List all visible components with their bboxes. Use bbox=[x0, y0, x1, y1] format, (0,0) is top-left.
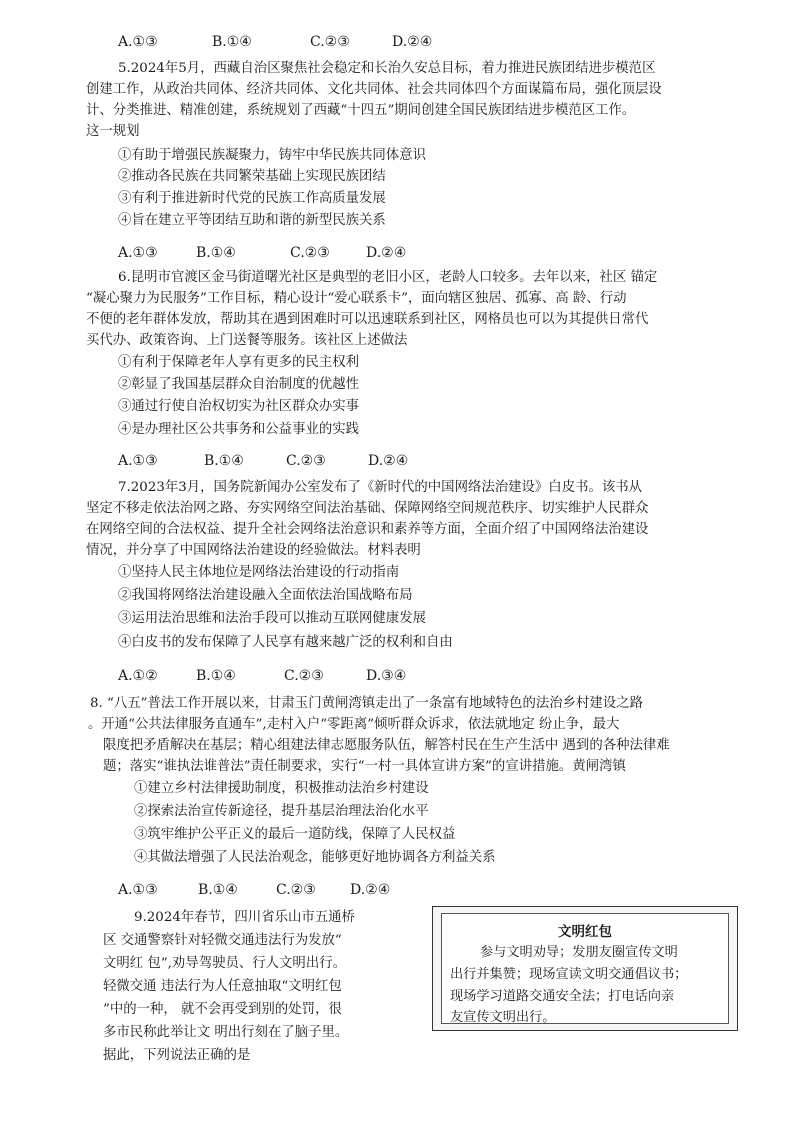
q8-stem-line: 。开通“公共法律服务直通车”,走村入户“零距离”倾听群众诉求，依法就地定 纷止争，最大 bbox=[88, 717, 620, 732]
q8-item: ④其做法增强了人民法治观念，能够更好地协调各方利益关系 bbox=[134, 850, 496, 865]
q9-stem-line: 区 交通警察针对轻微交通违法行为发放“ bbox=[103, 933, 342, 948]
q9-stem-line: 据此，下列说法正确的是 bbox=[103, 1048, 251, 1063]
q7-item: ②我国将网络法治建设融入全面依法治国战略布局 bbox=[118, 588, 413, 603]
q7-item: ③运用法治思维和法治手段可以推动互联网健康发展 bbox=[118, 611, 426, 626]
box-text-line: 参与文明劝导；发朋友圈宣传文明 bbox=[480, 945, 678, 960]
q6-item: ④是办理社区公共事务和公益事业的实践 bbox=[118, 422, 360, 437]
q6-option-b: B.①④ bbox=[204, 453, 244, 469]
q8-stem-line: 题；落实“谁执法谁普法”责任制要求，实行“一村一具体宣讲方案”的宣讲措施。黄闸湾镇 bbox=[103, 759, 626, 774]
q7-stem-line: 坚定不移走依法治网之路、夯实网络空间法治基础、保障网络空间规范秩序、切实维护人民群众 bbox=[86, 501, 649, 516]
q8-item: ①建立乡村法律援助制度，积极推动法治乡村建设 bbox=[134, 781, 429, 796]
q8-options bbox=[118, 881, 390, 900]
q5-stem-line: 计、分类推进、精准创建，系统规划了西藏“十四五”期间创建全国民族团结进步模范区工作。 bbox=[86, 103, 636, 118]
box-text-line: 友宣传文明出行。 bbox=[450, 1010, 556, 1025]
q4-option-c: C.②③ bbox=[310, 34, 350, 50]
q9-stem-line: 文明红 包”,劝导驾驶员、行人文明出行。 bbox=[103, 956, 346, 971]
q5-item: ③有利于推进新时代党的民族工作高质量发展 bbox=[118, 191, 386, 206]
q6-stem-line: 6.昆明市官渡区金马街道曙光社区是典型的老旧小区，老龄人口较多。去年以来，社区 锚定 bbox=[118, 270, 658, 285]
q5-item: ④旨在建立平等团结互助和谐的新型民族关系 bbox=[118, 213, 386, 228]
q6-stem-line: 不便的老年群体发放，帮助其在遇到困难时可以迅速联系到社区，网格员也可以为其提供日常代 bbox=[86, 312, 649, 327]
q8-option-c: C.②③ bbox=[276, 882, 316, 898]
q9-stem-line: 轻微交通 违法行为人任意抽取“文明红包 bbox=[103, 979, 342, 994]
q7-options bbox=[118, 667, 406, 686]
q5-item: ②推动各民族在共同繁荣基础上实现民族团结 bbox=[118, 169, 386, 184]
q4-options bbox=[118, 33, 432, 52]
q6-item: ②彰显了我国基层群众自治制度的优越性 bbox=[118, 377, 360, 392]
q5-stem-line: 5.2024年5月，西藏自治区聚焦社会稳定和长治久安总目标，着力推进民族团结进步模范区 bbox=[118, 61, 656, 76]
q8-stem-line: 8. “八五”普法工作开展以来，甘肃玉门黄闸湾镇走出了一条富有地域特色的法治乡村建设之路 bbox=[90, 696, 643, 711]
q4-option-b: B.①④ bbox=[212, 34, 252, 50]
q9-stem-line: 多市民称此举让文 明出行刻在了脑子里。 bbox=[103, 1025, 349, 1040]
q6-item: ③通过行使自治权切实为社区群众办实事 bbox=[118, 399, 360, 414]
q5-option-c: C.②③ bbox=[290, 245, 330, 261]
q8-option-a: A.①③ bbox=[118, 882, 158, 898]
box-text-line: 现场学习道路交通安全法；打电话向亲 bbox=[450, 989, 675, 1004]
q5-stem-line: 这一规划 bbox=[86, 124, 140, 139]
q4-option-a: A.①③ bbox=[118, 34, 158, 50]
q9-stem-line: ”中的一种， 就不会再受到别的处罚，很 bbox=[103, 1002, 342, 1017]
q6-option-d: D.②④ bbox=[368, 453, 409, 469]
q6-stem-line: 买代办、政策咨询、上门送餐等服务。该社区上述做法 bbox=[86, 333, 408, 348]
q7-option-d: D.③④ bbox=[366, 668, 407, 684]
q6-option-a: A.①③ bbox=[118, 453, 158, 469]
q8-item: ②探索法治宣传新途径，提升基层治理法治化水平 bbox=[134, 804, 429, 819]
q7-stem-line: 情况，并分享了中国网络法治建设的经验做法。材料表明 bbox=[86, 543, 421, 558]
q5-option-b: B.①④ bbox=[196, 245, 236, 261]
civilized-red-envelope-box bbox=[432, 906, 738, 1031]
q6-options bbox=[118, 452, 408, 471]
box-text-line: 出行并集赞；现场宣读文明交通倡议书； bbox=[450, 967, 688, 982]
q7-option-c: C.②③ bbox=[284, 668, 324, 684]
q7-option-b: B.①④ bbox=[196, 668, 236, 684]
q7-item: ④白皮书的发布保障了人民享有越来越广泛的权利和自由 bbox=[118, 635, 453, 650]
q7-stem-line: 7.2023年3月，国务院新闻办公室发布了《新时代的中国网络法治建设》白皮书。该书从 bbox=[118, 480, 643, 495]
q5-stem-line: 创建工作，从政治共同体、经济共同体、文化共同体、社会共同体四个方面谋篇布局，强化顶层设 bbox=[86, 82, 662, 97]
q5-option-a: A.①③ bbox=[118, 245, 158, 261]
q8-item: ③筑牢维护公平正义的最后一道防线，保障了人民权益 bbox=[134, 827, 456, 842]
q6-option-c: C.②③ bbox=[286, 453, 326, 469]
q6-stem-line: “凝心聚力为民服务”工作目标，精心设计“爱心联系卡”，面向辖区独居、孤寡、高 龄、行动 bbox=[86, 291, 627, 306]
q8-stem-line: 限度把矛盾解决在基层；精心组建法律志愿服务队伍，解答村民在生产生活中 遇到的各种法律难 bbox=[103, 738, 670, 753]
q6-item: ①有利于保障老年人享有更多的民主权利 bbox=[118, 355, 360, 370]
q4-option-d: D.②④ bbox=[392, 34, 433, 50]
q8-option-d: D.②④ bbox=[350, 882, 391, 898]
q5-item: ①有助于增强民族凝聚力，铸牢中华民族共同体意识 bbox=[118, 148, 426, 163]
q5-option-d: D.②④ bbox=[366, 245, 407, 261]
q7-item: ①坚持人民主体地位是网络法治建设的行动指南 bbox=[118, 565, 400, 580]
box-title: 文明红包 bbox=[558, 924, 612, 940]
box-inner-frame bbox=[441, 913, 729, 1024]
q7-stem-line: 在网络空间的合法权益、提升全社会网络法治意识和素养等方面，全面介绍了中国网络法治建设 bbox=[86, 522, 649, 537]
q5-options bbox=[118, 244, 406, 263]
q8-option-b: B.①④ bbox=[198, 882, 238, 898]
q7-option-a: A.①② bbox=[118, 668, 158, 684]
q9-stem-line: 9.2024年春节，四川省乐山市五通桥 bbox=[134, 910, 355, 925]
